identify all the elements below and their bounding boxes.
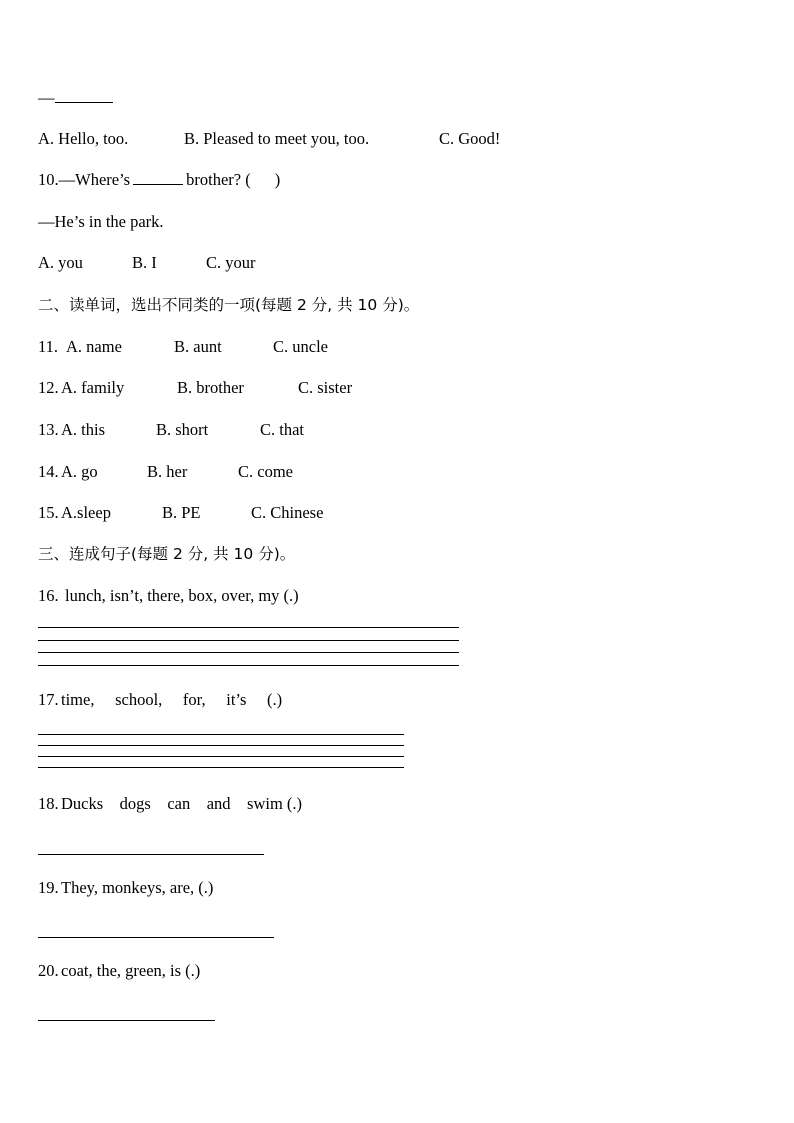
section2-heading: 二、读单词，选出不同类的一项(每题 2 分, 共 10 分)。: [38, 296, 420, 314]
q19-number: 19.: [38, 878, 59, 897]
q9-option-a[interactable]: A. Hello, too.: [38, 129, 129, 148]
q11: [38, 337, 328, 357]
q12: [38, 378, 352, 398]
q10-blank[interactable]: [133, 170, 183, 185]
q15: [38, 503, 323, 523]
q10-prefix: 10.—Where’s: [38, 170, 131, 189]
q10-suffix: brother? (: [186, 170, 251, 189]
q10-option-a[interactable]: A. you: [38, 253, 83, 272]
q11-option-c[interactable]: C. uncle: [273, 337, 328, 356]
q17: [38, 690, 282, 710]
q17-number: 17.: [38, 690, 59, 709]
q18-words: Ducks dogs can and swim (.): [61, 794, 303, 813]
q17-writing-line-4[interactable]: [38, 767, 404, 768]
q14-number: 14.: [38, 462, 59, 481]
q13-option-a[interactable]: A. this: [61, 420, 106, 439]
q11-option-a[interactable]: A. name: [66, 337, 122, 356]
q16-writing-line-1[interactable]: [38, 627, 459, 628]
q12-option-a[interactable]: A. family: [61, 378, 125, 397]
q17-writing-line-1[interactable]: [38, 734, 404, 735]
q17-words: time, school, for, it’s (.): [61, 690, 283, 709]
q18-answer-line[interactable]: [38, 854, 264, 855]
q14-option-b[interactable]: B. her: [147, 462, 188, 481]
q11-number: 11.: [38, 337, 59, 356]
q10-close: ): [274, 170, 281, 189]
q10-question: [38, 170, 280, 190]
q9-dash: —: [38, 88, 55, 107]
q19-answer-line[interactable]: [38, 937, 274, 938]
q15-option-c[interactable]: C. Chinese: [251, 503, 324, 522]
q18: [38, 794, 302, 814]
q9-answer-blank[interactable]: [55, 88, 113, 103]
q16: [38, 586, 299, 606]
q15-option-b[interactable]: B. PE: [162, 503, 201, 522]
q13-option-b[interactable]: B. short: [156, 420, 209, 439]
q16-writing-line-3[interactable]: [38, 652, 459, 653]
q20-words: coat, the, green, is (.): [61, 961, 201, 980]
q19-words: They, monkeys, are, (.): [61, 878, 214, 897]
q20-number: 20.: [38, 961, 59, 980]
q16-writing-line-2[interactable]: [38, 640, 459, 641]
q14-option-a[interactable]: A. go: [61, 462, 98, 481]
q9-option-b[interactable]: B. Pleased to meet you, too.: [184, 129, 370, 148]
q17-writing-line-2[interactable]: [38, 745, 404, 746]
q13: [38, 420, 304, 440]
q10-option-b[interactable]: B. I: [132, 253, 157, 272]
q9-answer-line: [38, 88, 113, 108]
q12-number: 12.: [38, 378, 59, 397]
q13-option-c[interactable]: C. that: [260, 420, 304, 439]
q10-options: [38, 253, 256, 273]
q16-words: lunch, isn’t, there, box, over, my (.): [65, 586, 299, 605]
q20-answer-line[interactable]: [38, 1020, 215, 1021]
q17-writing-line-3[interactable]: [38, 756, 404, 757]
q15-option-a[interactable]: A.sleep: [61, 503, 111, 522]
q18-number: 18.: [38, 794, 59, 813]
q13-number: 13.: [38, 420, 59, 439]
q15-number: 15.: [38, 503, 59, 522]
q20: [38, 961, 200, 981]
q10-answer: —He’s in the park.: [38, 212, 164, 231]
q16-writing-line-4[interactable]: [38, 665, 459, 666]
q9-options: [38, 129, 500, 149]
q12-option-b[interactable]: B. brother: [177, 378, 244, 397]
q10-option-c[interactable]: C. your: [206, 253, 256, 272]
q16-number: 16.: [38, 586, 59, 605]
q11-option-b[interactable]: B. aunt: [174, 337, 222, 356]
q12-option-c[interactable]: C. sister: [298, 378, 353, 397]
q14-option-c[interactable]: C. come: [238, 462, 293, 481]
section3-heading: 三、连成句子(每题 2 分, 共 10 分)。: [38, 545, 296, 563]
q19: [38, 878, 213, 898]
q14: [38, 462, 293, 482]
q9-option-c[interactable]: C. Good!: [439, 129, 501, 148]
